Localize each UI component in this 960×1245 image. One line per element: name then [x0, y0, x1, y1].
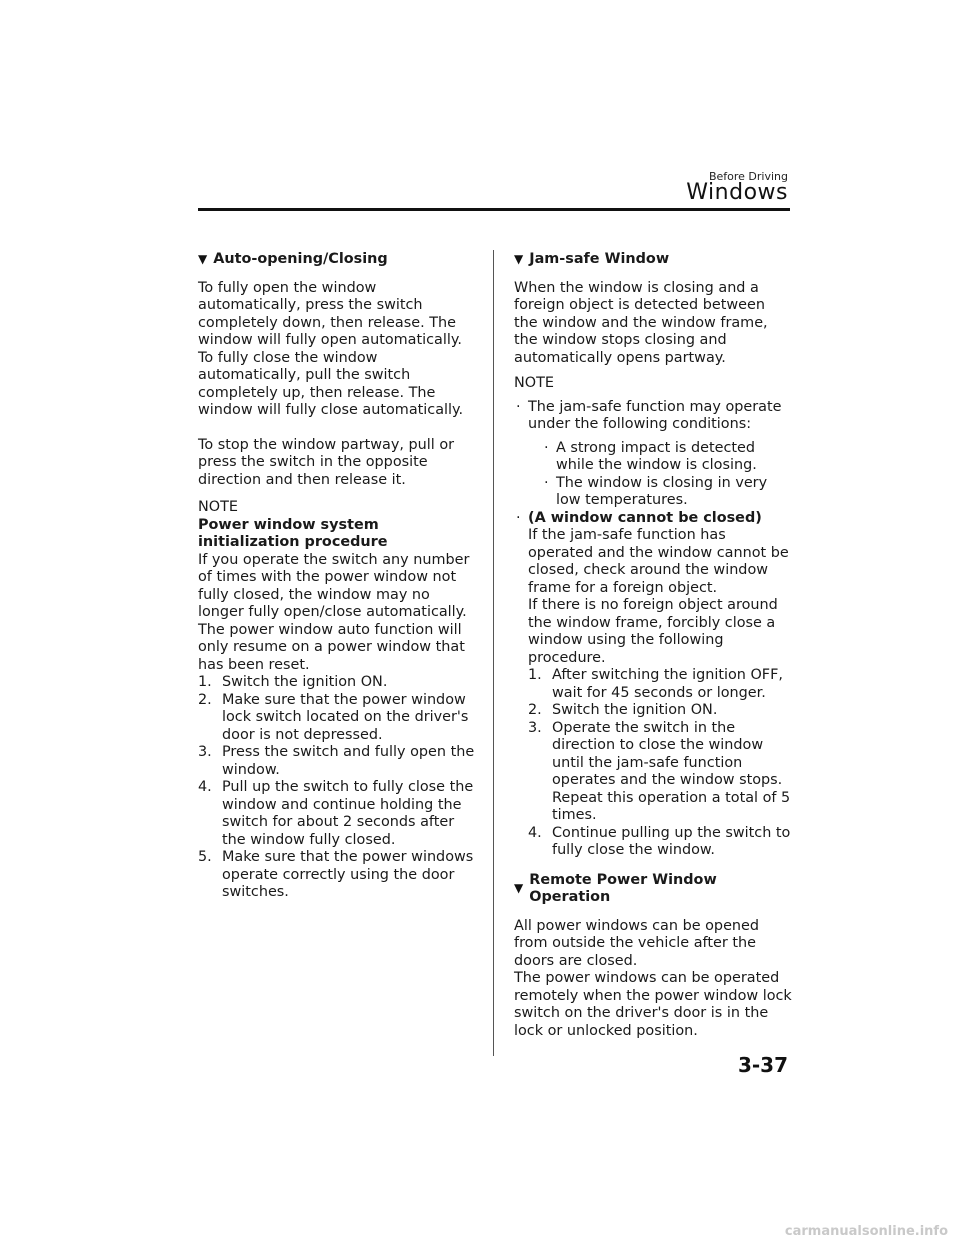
list-item — [528, 825, 792, 860]
header-rule — [198, 208, 790, 211]
note-label: NOTE — [198, 499, 238, 515]
left-column — [198, 251, 478, 902]
bullet-title: (A window cannot be closed) — [528, 509, 762, 526]
list-item — [542, 440, 792, 475]
note-block — [198, 499, 478, 902]
step-number: 1. — [198, 674, 212, 690]
step-text: Operate the switch in the direction to close the window until the jam-safe function operates and the window stops. Repeat this operation a total of 5 times. — [552, 719, 791, 823]
list-item — [198, 849, 478, 902]
triangle-marker-icon: ▼ — [514, 881, 524, 896]
page-number: 3-37 — [737, 1053, 788, 1077]
step-text: After switching the ignition OFF, wait for 45 seconds or longer. — [552, 667, 783, 701]
remote-operation-heading-text: Remote Power Window Operation — [529, 871, 717, 905]
step-number: 3. — [528, 719, 542, 736]
note-block — [514, 375, 792, 860]
step-text: Make sure that the power window lock switch located on the driver's door is not depressed. — [222, 691, 469, 743]
remote-paragraph: All power windows can be opened from outside the vehicle after the doors are closed. — [514, 917, 760, 969]
auto-opening-heading-text: Auto-opening/Closing — [213, 251, 388, 267]
remote-paragraph: The power windows can be operated remotely when the power window lock switch on the driver's door is in the lock or unlocked position. — [514, 970, 792, 1039]
jam-safe-heading-text: Jam-safe Window — [529, 251, 670, 267]
list-item — [528, 667, 792, 702]
sub-bullet-text: The window is closing in very low temperatures. — [556, 474, 768, 508]
right-column — [514, 251, 792, 1040]
list-item — [198, 779, 478, 849]
step-number: 2. — [198, 691, 212, 708]
initialization-steps — [198, 674, 478, 902]
bullet-paragraph: If the jam-safe function has operated and the window cannot be closed, check around the window frame for a foreign object. — [528, 527, 789, 596]
step-text: Switch the ignition ON. — [222, 674, 388, 690]
triangle-marker-icon: ▼ — [514, 252, 524, 266]
sub-bullet-list — [542, 440, 792, 510]
bullet-dot-icon: · — [544, 439, 549, 456]
footer-watermark-link[interactable]: carmanualsonline.info — [784, 1224, 948, 1239]
bullet-paragraph: If there is no foreign object around the window frame, forcibly close a window using the following procedure. — [528, 597, 778, 666]
note-label: NOTE — [514, 375, 554, 391]
header-section: Before Driving — [708, 170, 788, 183]
remote-operation-heading — [514, 872, 792, 907]
column-divider — [493, 250, 494, 1056]
step-number: 4. — [198, 779, 212, 795]
note-bullet — [514, 510, 792, 860]
sub-bullet-text: A strong impact is detected while the window is closing. — [556, 439, 757, 473]
step-text: Continue pulling up the switch to fully close the window. — [552, 824, 791, 858]
forced-close-steps — [528, 667, 792, 860]
step-text: Make sure that the power windows operate correctly using the door switches. — [222, 849, 474, 900]
step-text: Press the switch and fully open the window. — [222, 744, 475, 778]
bullet-text: The jam-safe function may operate under the following conditions: — [528, 398, 782, 432]
jam-safe-heading — [514, 251, 792, 269]
auto-opening-heading — [198, 251, 478, 269]
list-item — [198, 674, 478, 692]
stop-partway-paragraph: To stop the window partway, pull or press the switch in the opposite direction and then release it. — [198, 436, 455, 488]
step-number: 4. — [528, 824, 542, 841]
step-number: 1. — [528, 667, 542, 683]
step-number: 3. — [198, 744, 212, 760]
note-paragraph: If you operate the switch any number of times with the power window not fully closed, the window may no longer fully open/close automatically. — [198, 551, 470, 620]
page-title: Windows — [686, 180, 788, 205]
list-item — [198, 744, 478, 779]
bullet-dot-icon: · — [516, 398, 521, 415]
list-item — [528, 702, 792, 720]
note-bullet — [514, 399, 792, 510]
step-text: Pull up the switch to fully close the window and continue holding the switch for about 2 seconds after the window fully closed. — [222, 779, 474, 848]
bullet-dot-icon: · — [516, 509, 521, 526]
step-number: 5. — [198, 849, 212, 865]
jam-safe-paragraph: When the window is closing and a foreign object is detected between the window and the window frame, the window stops closing and automatically opens partway. — [514, 279, 768, 366]
list-item — [198, 692, 478, 745]
triangle-marker-icon: ▼ — [198, 252, 208, 266]
bullet-dot-icon: · — [544, 474, 549, 491]
auto-opening-paragraph: To fully open the window automatically, press the switch completely down, then release. The window will fully open automatically. To fully close the window automatically, pull the switch completely up, then release. The window will fully close automatically. — [198, 279, 464, 418]
step-text: Switch the ignition ON. — [552, 702, 718, 718]
list-item — [528, 720, 792, 825]
list-item — [542, 475, 792, 510]
note-paragraph: The power window auto function will only resume on a power window that has been reset. — [198, 621, 465, 673]
step-number: 2. — [528, 702, 542, 718]
note-title: Power window system initialization procedure — [198, 516, 388, 550]
